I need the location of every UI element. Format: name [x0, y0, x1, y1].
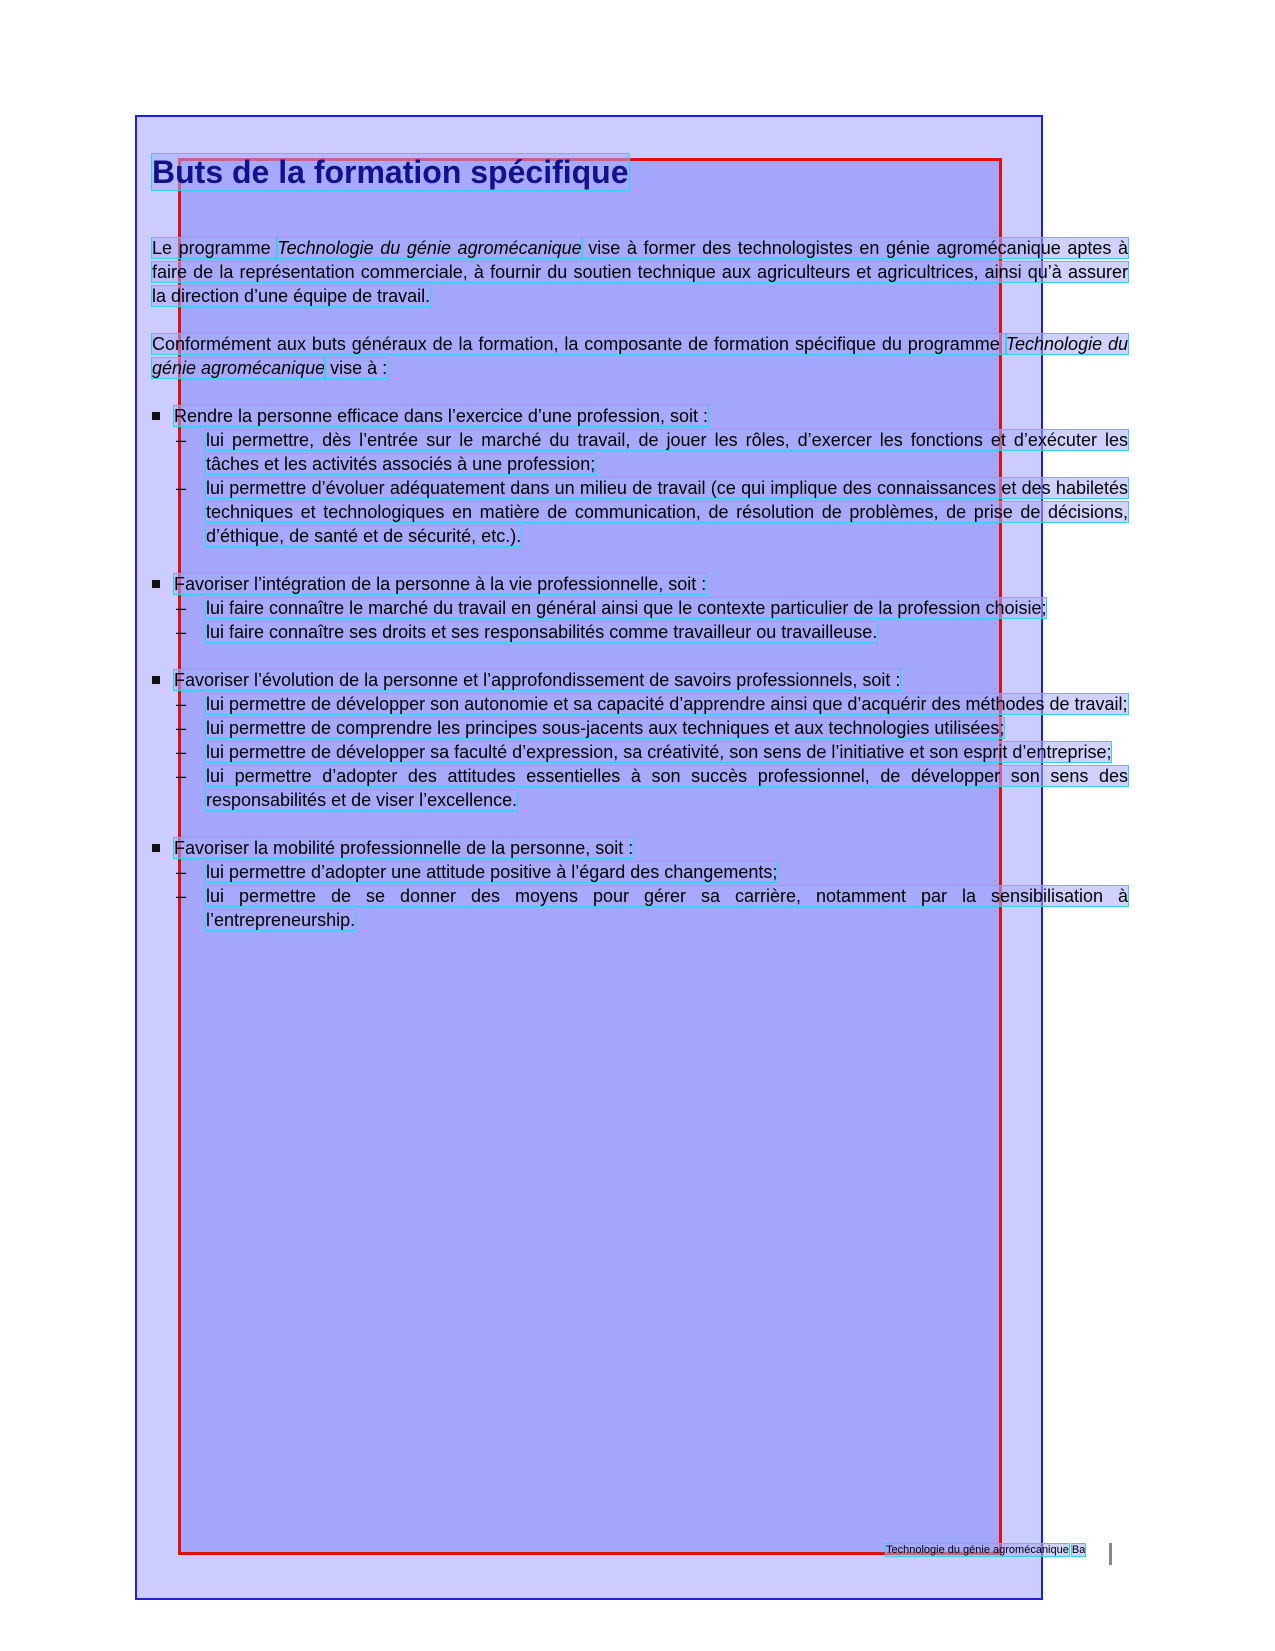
section-integration	[152, 572, 1128, 644]
section-efficacy	[152, 404, 1128, 548]
list-item: – lui faire connaître ses droits et ses responsabilités comme travailleur ou travailleuse.	[176, 622, 878, 642]
list-item: – lui permettre de comprendre les principes sous-jacents aux techniques et aux technologies utilisées;	[176, 718, 1005, 738]
footer-divider	[1109, 1543, 1112, 1565]
list-item: – lui permettre de développer sa faculté d’expression, sa créativité, son sens de l’initiative et son esprit d’entreprise;	[176, 742, 1112, 762]
list-item: – lui permettre d’adopter une attitude positive à l’égard des changements;	[176, 862, 778, 882]
section-title: Rendre la personne efficace dans l’exercice d’une profession, soit :	[152, 404, 1128, 428]
dash-marker: –	[176, 598, 187, 618]
section-evolution	[152, 668, 1128, 812]
list-item: – lui permettre d’évoluer adéquatement dans un milieu de travail (ce qui implique des connaissances et des habiletés techniques et technologiques en matière de communication, de résolution de problèmes, de prise de décisions, d’éthique, de santé et de sécurité, etc.).	[176, 478, 1128, 546]
conformity-after: vise à :	[325, 358, 388, 378]
page-footer	[886, 1543, 1085, 1557]
list-item: – lui permettre d’adopter des attitudes essentielles à son succès professionnel, de développer son sens des responsabilités et de viser l’excellence.	[176, 766, 1128, 810]
bullet-square-icon	[152, 580, 160, 588]
footer-page-suffix: Ba	[1071, 1544, 1086, 1556]
dash-marker: –	[176, 742, 187, 762]
bullet-square-icon	[152, 676, 160, 684]
intro-program-name: Technologie du génie agromécanique	[277, 238, 582, 258]
dash-marker: –	[176, 622, 187, 642]
bullet-square-icon	[152, 844, 160, 852]
section-title: Favoriser l’intégration de la personne à la vie professionnelle, soit :	[152, 572, 1128, 596]
intro-before: Le programme	[152, 238, 278, 258]
list-item: – lui permettre, dès l’entrée sur le marché du travail, de jouer les rôles, d’exercer les fonctions et d’exécuter les tâches et les activités associés à une profession;	[176, 430, 1128, 474]
dash-marker: –	[176, 694, 187, 714]
dash-marker: –	[176, 862, 187, 882]
conformity-paragraph	[152, 332, 1128, 380]
dash-marker: –	[176, 718, 187, 738]
dash-marker: –	[176, 766, 187, 786]
dash-marker: –	[176, 886, 187, 906]
list-item: – lui permettre de se donner des moyens pour gérer sa carrière, notamment par la sensibilisation à l’entrepreneurship.	[176, 886, 1128, 930]
intro-paragraph	[152, 236, 1128, 308]
conformity-before: Conformément aux buts généraux de la formation, la composante de formation spécifique du programme	[152, 334, 1006, 354]
footer-text: Technologie du génie agromécanique	[886, 1544, 1069, 1556]
page-title: Buts de la formation spécifique	[152, 154, 629, 190]
bullet-square-icon	[152, 412, 160, 420]
document-body	[152, 150, 1128, 932]
dash-marker: –	[176, 478, 187, 498]
list-item: – lui faire connaître le marché du travail en général ainsi que le contexte particulier de la profession choisie;	[176, 598, 1047, 618]
section-title: Favoriser la mobilité professionnelle de la personne, soit :	[152, 836, 1128, 860]
heading-wrap	[152, 150, 1128, 196]
list-item: – lui permettre de développer son autonomie et sa capacité d’apprendre ainsi que d’acquérir des méthodes de travail;	[176, 694, 1128, 714]
section-mobility	[152, 836, 1128, 932]
conformity-program-name: Technologie du génie agromécanique	[152, 334, 1128, 378]
dash-marker: –	[176, 430, 187, 450]
section-title: Favoriser l’évolution de la personne et l’approfondissement de savoirs professionnels, soit :	[152, 668, 1128, 692]
intro-after: vise à former des technologistes en génie agromécanique aptes à faire de la représentation commerciale, à fournir du soutien technique aux agriculteurs et agricultrices, ainsi qu’à assurer la direction d’une équipe de travail.	[152, 238, 1128, 306]
